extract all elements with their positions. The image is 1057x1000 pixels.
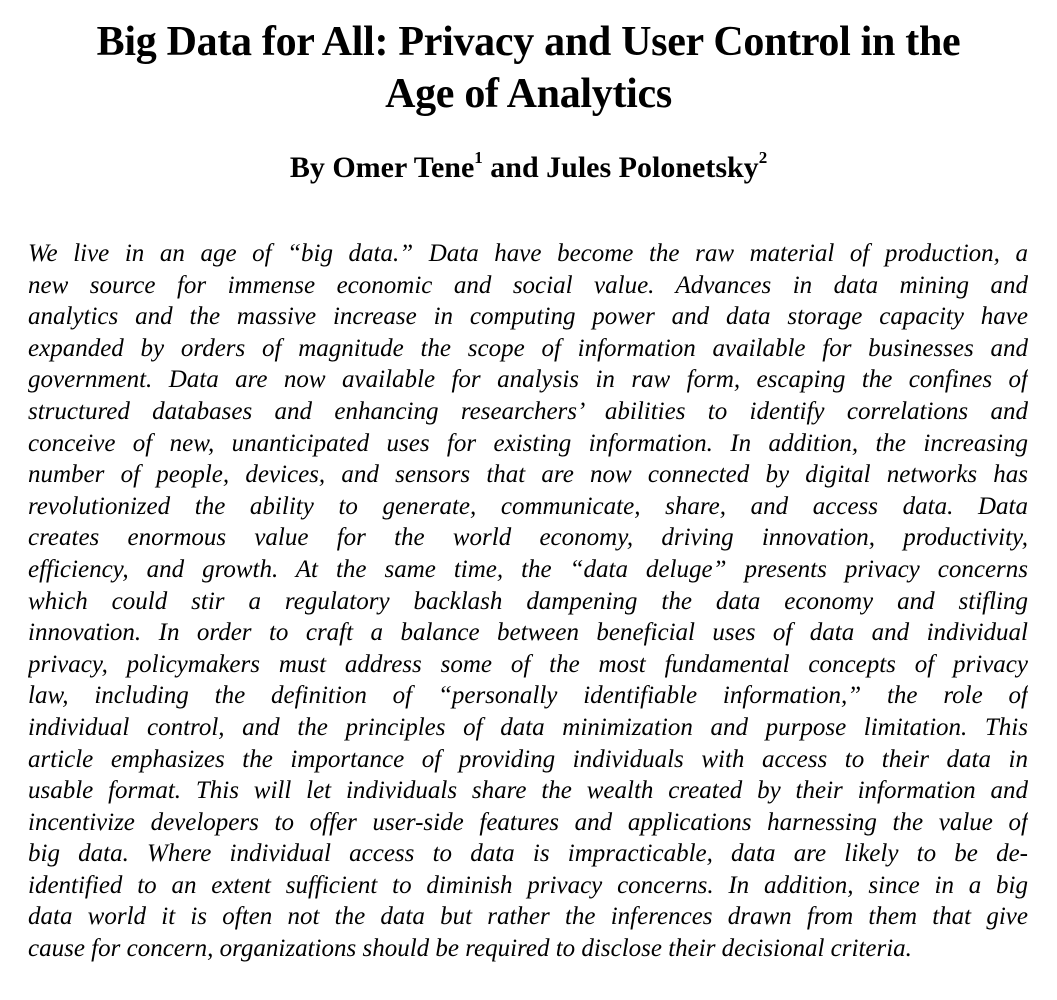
paper-title: [0, 16, 1057, 120]
byline-conjunction: and: [482, 151, 547, 184]
abstract-line: We live in an age of “big data.” Data have become the raw material of production, a: [28, 240, 1028, 267]
author-name-1: Omer Tene: [332, 151, 475, 184]
abstract-line: analytics and the massive increase in computing power and data storage capacity have: [28, 303, 1028, 331]
abstract-line: creates enormous value for the world economy, driving innovation, productivity,: [28, 524, 1028, 552]
abstract-line: innovation. In order to craft a balance between beneficial uses of data and individual: [28, 619, 1028, 647]
abstract-line: article emphasizes the importance of providing individuals with access to their data in: [28, 745, 1028, 773]
abstract-line: government. Data are now available for analysis in raw form, escaping the confines of: [28, 366, 1028, 394]
abstract-line: cause for concern, organizations should be required to disclose their decisional criteria.: [28, 935, 912, 963]
abstract: [28, 238, 1028, 983]
abstract-line: new source for immense economic and social value. Advances in data mining and: [28, 271, 1028, 299]
abstract-line: expanded by orders of magnitude the scope of information available for businesses and: [28, 334, 1028, 362]
abstract-line: conceive of new, unanticipated uses for existing information. In addition, the increasing: [28, 429, 1028, 457]
author-footnote-marker-2: 2: [758, 148, 768, 167]
abstract-line: law, including the definition of “personally identifiable information,” the role of: [28, 682, 1028, 710]
abstract-line: number of people, devices, and sensors that are now connected by digital networks has: [28, 461, 1028, 489]
abstract-line: structured databases and enhancing researchers’ abilities to identify correlations and: [28, 397, 1028, 425]
author-name-2: Jules Polonetsky: [546, 151, 759, 184]
abstract-line: data world it is often not the data but rather the inferences drawn from them that give: [28, 903, 1028, 931]
abstract-line: incentivize developers to offer user-side features and applications harnessing the value of: [28, 808, 1028, 836]
abstract-line: usable format. This will let individuals share the wealth created by their information and: [28, 777, 1028, 805]
abstract-line: which could stir a regulatory backlash dampening the data economy and stifling: [28, 587, 1028, 615]
abstract-line: individual control, and the principles of data minimization and purpose limitation. This: [28, 713, 1028, 741]
author-footnote-marker-1: 1: [474, 148, 483, 167]
paper-title-line-2: Age of Analytics: [385, 71, 672, 117]
abstract-line: efficiency, and growth. At the same time, the “data deluge” presents privacy concerns: [28, 555, 1028, 583]
abstract-line: revolutionized the ability to generate, communicate, share, and access data. Data: [28, 492, 1028, 520]
paper-title-line-1: Big Data for All: Privacy and User Control in the: [96, 19, 961, 65]
byline-prefix: By: [289, 151, 333, 184]
abstract-line: big data. Where individual access to data is impracticable, data are likely to be de-: [28, 840, 1028, 868]
abstract-line: privacy, policymakers must address some of the most fundamental concepts of privacy: [28, 650, 1028, 678]
author-byline: [0, 148, 1057, 188]
abstract-line: identified to an extent sufficient to diminish privacy concerns. In addition, since in a big: [28, 871, 1028, 899]
